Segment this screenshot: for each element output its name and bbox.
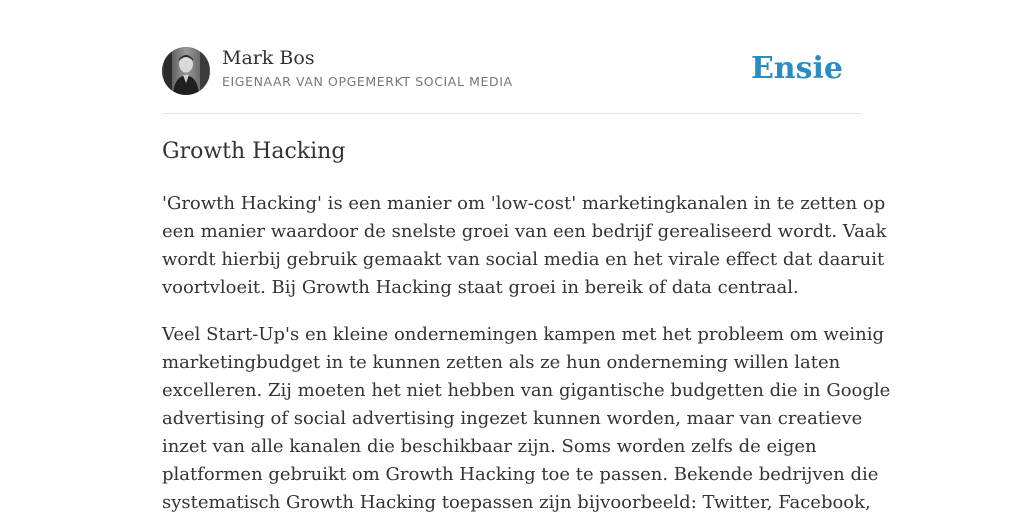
definition-body bbox=[162, 190, 891, 512]
text-line: platformen gebruikt om Growth Hacking toe te passen. Bekende bedrijven die bbox=[162, 464, 879, 485]
author-avatar[interactable] bbox=[162, 47, 210, 95]
author-role: EIGENAAR VAN OPGEMERKT SOCIAL MEDIA bbox=[222, 74, 513, 89]
brand-logo[interactable]: Ensie bbox=[750, 51, 843, 86]
avatar-portrait-image bbox=[162, 47, 210, 95]
paragraph-2 bbox=[162, 321, 891, 512]
author-name[interactable]: Mark Bos bbox=[222, 47, 315, 69]
text-line: excelleren. Zij moeten het niet hebben van gigantische budgetten die in Google bbox=[162, 380, 891, 401]
text-line: inzet van alle kanalen die beschikbaar zijn. Soms worden zelfs de eigen bbox=[162, 436, 817, 457]
text-line: Veel Start-Up's en kleine ondernemingen kampen met het probleem om weinig bbox=[162, 324, 885, 345]
paragraph-1 bbox=[162, 190, 887, 302]
text-line: marketingbudget in te kunnen zetten als ze hun onderneming willen laten bbox=[162, 352, 841, 373]
text-line: 'Growth Hacking' is een manier om 'low-cost' marketingkanalen in te zetten op bbox=[162, 193, 886, 214]
author-header bbox=[162, 0, 862, 114]
text-line: systematisch Growth Hacking toepassen zijn bijvoorbeeld: Twitter, Facebook, bbox=[162, 492, 871, 512]
text-line: voortvloeit. Bij Growth Hacking staat groei in bereik of data centraal. bbox=[162, 277, 799, 298]
text-line: wordt hierbij gebruik gemaakt van social media en het virale effect dat daaruit bbox=[162, 249, 885, 270]
definition-title: Growth Hacking bbox=[162, 139, 346, 164]
text-line: een manier waardoor de snelste groei van een bedrijf gerealiseerd wordt. Vaak bbox=[162, 221, 887, 242]
definition-card bbox=[162, 0, 891, 512]
text-line: advertising of social advertising ingezet kunnen worden, maar van creatieve bbox=[162, 408, 863, 429]
